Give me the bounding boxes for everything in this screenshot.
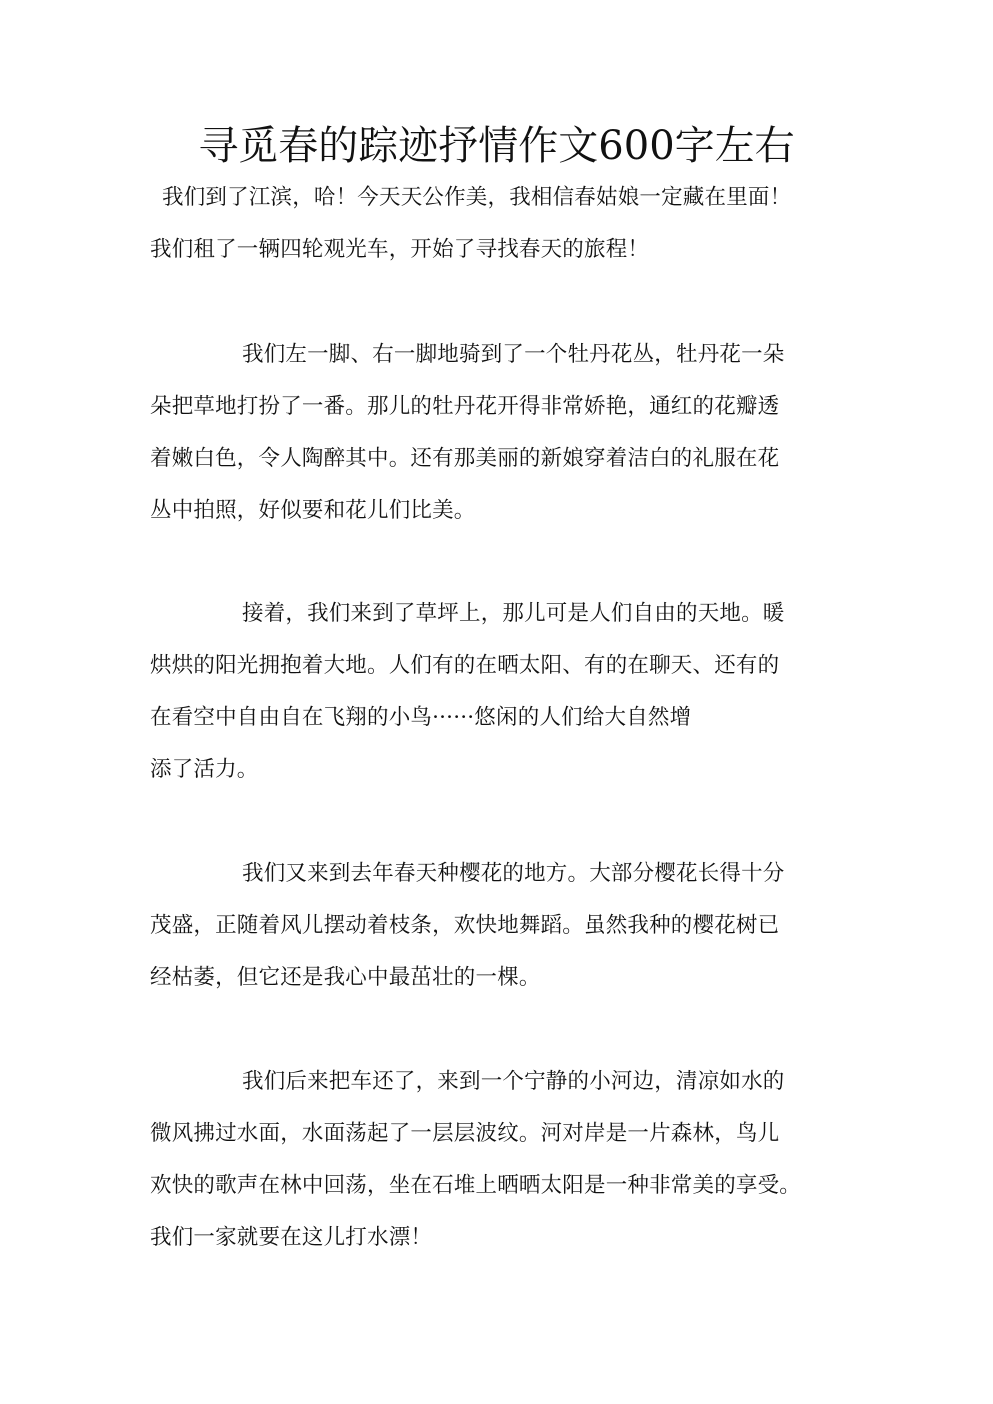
paragraph-line: 接着，我们来到了草坪上，那儿可是人们自由的天地。暖 (242, 601, 785, 626)
document-title: 寻觅春的踪迹抒情作文600字左右 (198, 123, 795, 169)
paragraph-line: 丛中拍照，好似要和花儿们比美。 (150, 498, 476, 523)
paragraph-4 (150, 848, 840, 1004)
paragraph-5 (150, 1056, 840, 1264)
paragraph-line: 我们租了一辆四轮观光车，开始了寻找春天的旅程！ (150, 237, 650, 262)
paragraph-line: 在看空中自由自在飞翔的小鸟······悠闲的人们给大自然增 (150, 705, 692, 730)
paragraph-line: 微风拂过水面，水面荡起了一层层波纹。河对岸是一片森林，鸟儿 (150, 1121, 780, 1146)
paragraph-line: 我们到了江滨，哈！今天天公作美，我相信春姑娘一定藏在里面！ (162, 185, 792, 210)
paragraph-line: 茂盛，正随着风儿摆动着枝条，欢快地舞蹈。虽然我种的樱花树已 (150, 913, 780, 938)
paragraph-line: 我们又来到去年春天种樱花的地方。大部分樱花长得十分 (242, 861, 785, 886)
paragraph-line: 欢快的歌声在林中回荡，坐在石堆上晒晒太阳是一种非常美的享受。 (150, 1173, 802, 1198)
paragraph-3 (150, 588, 840, 796)
paragraph-line: 我们后来把车还了，来到一个宁静的小河边，清凉如水的 (242, 1069, 785, 1094)
paragraph-line: 经枯萎，但它还是我心中最茁壮的一棵。 (150, 965, 541, 990)
paragraph-line: 添了活力。 (150, 757, 259, 782)
paragraph-line: 着嫩白色，令人陶醉其中。还有那美丽的新娘穿着洁白的礼服在花 (150, 446, 780, 471)
paragraph-2 (150, 329, 840, 537)
paragraph-1 (150, 172, 840, 276)
paragraph-line: 我们左一脚、右一脚地骑到了一个牡丹花丛，牡丹花一朵 (242, 342, 785, 367)
paragraph-line: 朵把草地打扮了一番。那儿的牡丹花开得非常娇艳，通红的花瓣透 (150, 394, 780, 419)
paragraph-line: 烘烘的阳光拥抱着大地。人们有的在晒太阳、有的在聊天、还有的 (150, 653, 780, 678)
paragraph-line: 我们一家就要在这儿打水漂！ (150, 1225, 433, 1250)
